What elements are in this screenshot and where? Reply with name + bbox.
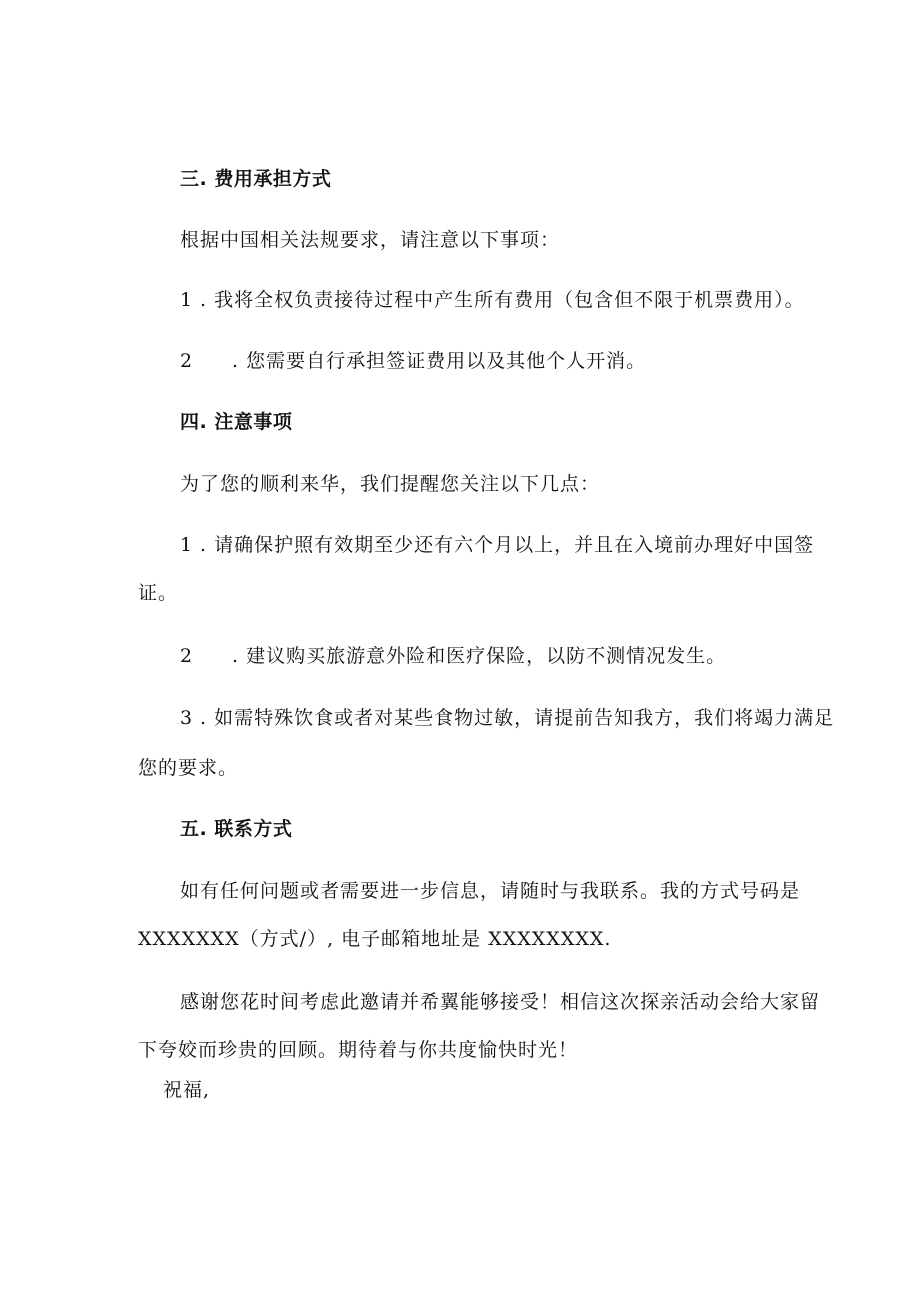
item-number: 2	[180, 350, 194, 372]
section-5-heading: 五. 联系方式	[180, 818, 293, 840]
item-number: 1	[180, 534, 194, 556]
section-4-item-3-line-1	[180, 706, 834, 730]
item-number: 2	[180, 645, 194, 667]
section-4-item-1-line-2: 证。	[138, 582, 179, 604]
section-4-item-2	[180, 644, 726, 668]
section-4-intro: 为了您的顺利来华，我们提醒您关注以下几点：	[180, 473, 601, 495]
item-number: 3	[180, 707, 194, 729]
section-5-line-1: 如有任何问题或者需要进一步信息，请随时与我联系。我的方式号码是	[180, 880, 801, 902]
closing-line-1: 感谢您花时间考虑此邀请并希翼能够接受！相信这次探亲活动会给大家留	[180, 991, 821, 1013]
section-3-intro: 根据中国相关法规要求，请注意以下事项：	[180, 229, 561, 251]
section-4-item-3-line-2: 您的要求。	[138, 757, 239, 779]
item-text: . 建议购买旅游意外险和医疗保险，以防不测情况发生。	[232, 645, 727, 667]
section-3-item-1	[180, 288, 805, 312]
closing-signoff: 祝福,	[163, 1079, 211, 1101]
item-text: . 我将全权负责接待过程中产生所有费用（包含但不限于机票费用）。	[200, 289, 805, 311]
item-text: . 您需要自行承担签证费用以及其他个人开消。	[232, 350, 647, 372]
section-4-item-1-line-1	[180, 533, 814, 557]
item-number: 1	[180, 289, 194, 311]
item-text: . 请确保护照有效期至少还有六个月以上，并且在入境前办理好中国签	[200, 534, 815, 556]
section-3-heading: 三. 费用承担方式	[180, 168, 332, 190]
section-4-heading: 四. 注意事项	[180, 411, 293, 433]
section-3-item-2	[180, 349, 646, 373]
closing-line-2: 下夸姣而珍贵的回顾。期待着与你共度愉快时光！	[138, 1039, 579, 1061]
section-5-line-2: XXXXXXX（方式/）, 电子邮箱地址是 XXXXXXXX.	[138, 928, 612, 950]
item-text: . 如需特殊饮食或者对某些食物过敏，请提前告知我方，我们将竭力满足	[200, 707, 835, 729]
